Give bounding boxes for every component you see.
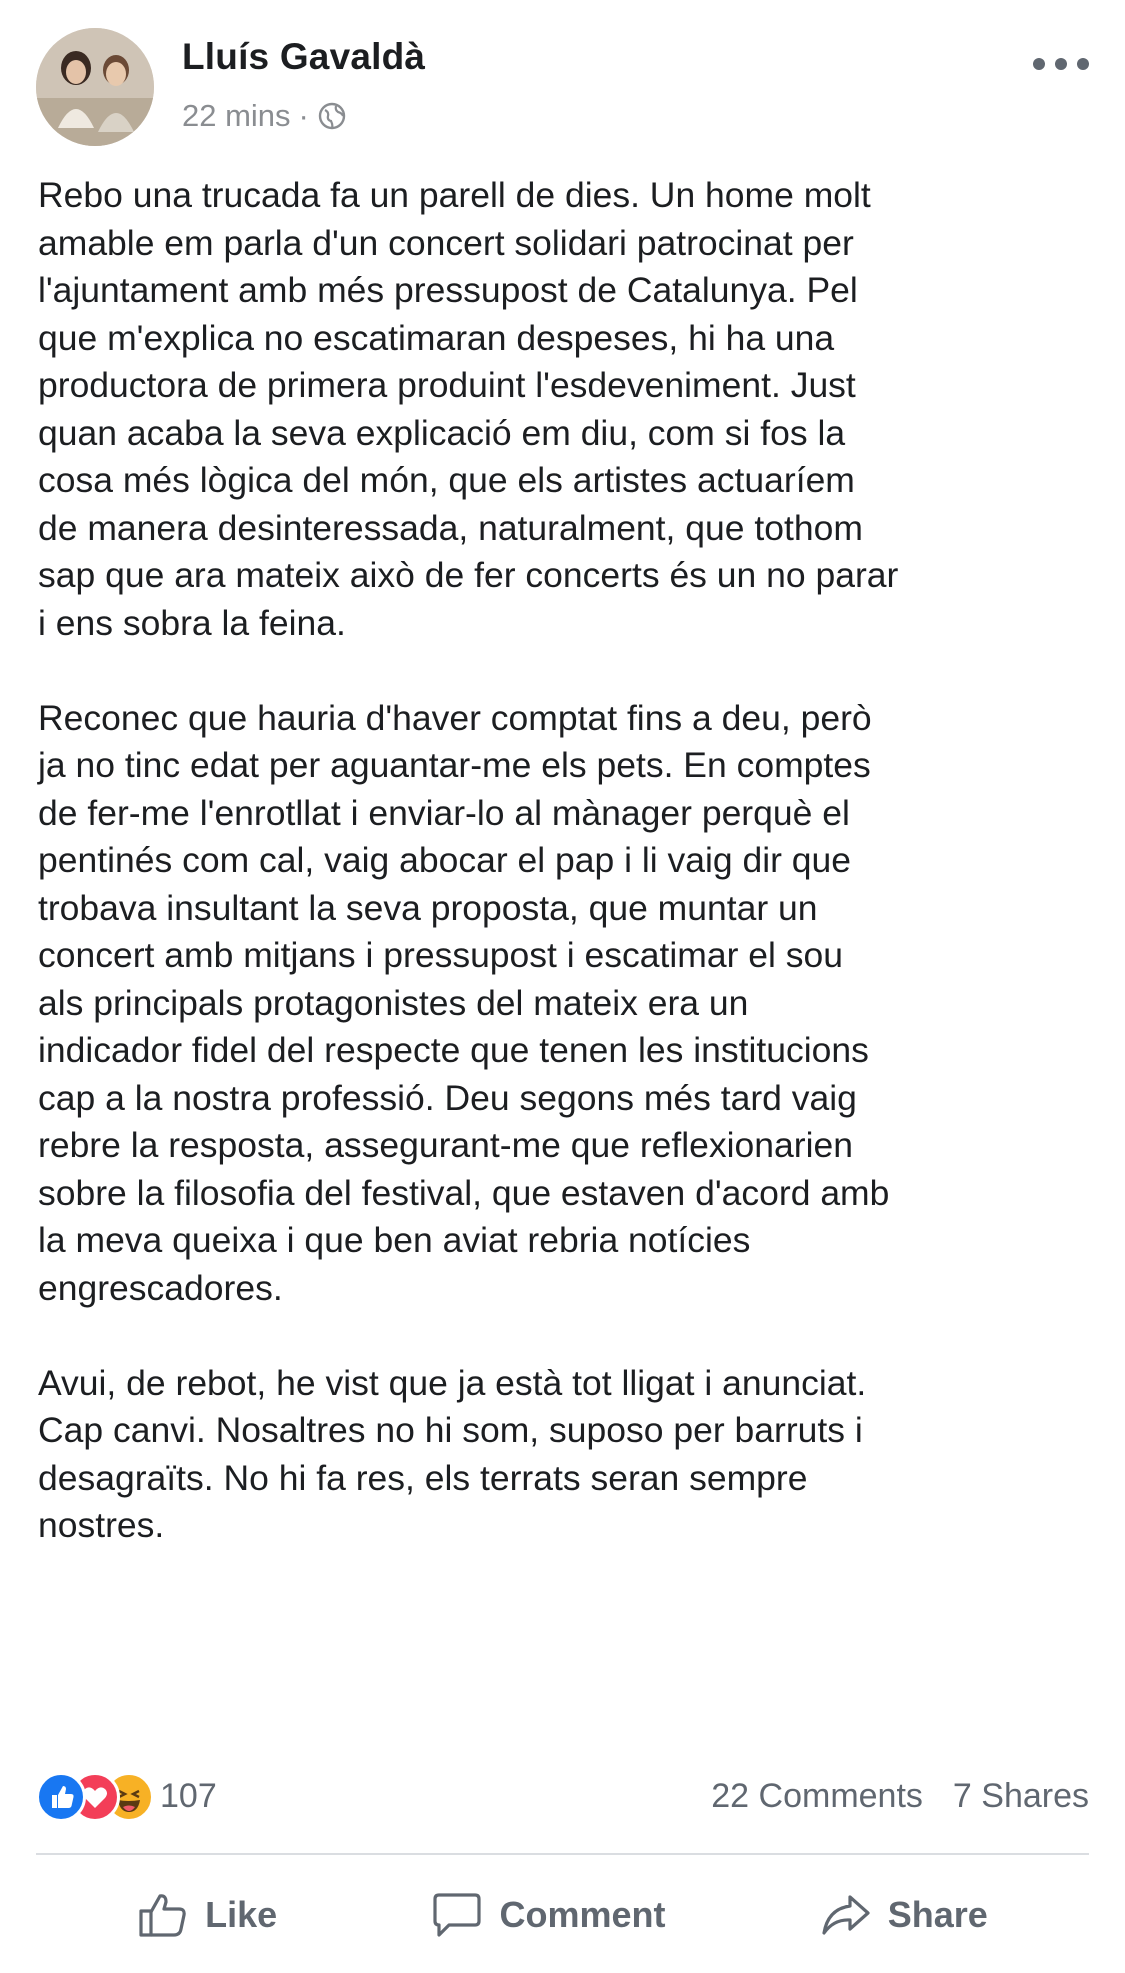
action-bar: [0, 1870, 1125, 1960]
more-dot: [1055, 58, 1067, 70]
reaction-count: 107: [160, 1776, 217, 1815]
comment-label: Comment: [499, 1894, 666, 1935]
avatar[interactable]: [36, 28, 154, 146]
thumbs-up-icon: [137, 1891, 189, 1939]
post-stats: [36, 1768, 1089, 1824]
post-meta: [182, 98, 347, 134]
reaction-icons: [36, 1772, 148, 1820]
post-time[interactable]: 22 mins: [182, 98, 291, 133]
comment-button[interactable]: [431, 1891, 665, 1939]
engagement-counts: [711, 1777, 1089, 1816]
meta-separator: ·: [298, 98, 309, 133]
share-label: Share: [887, 1894, 988, 1935]
post-paragraph: Reconec que hauria d'haver comptat fins a deu, però ja no tinc edat per aguantar-me els pets. En comptes de fer-me l'enrotllat i enviar-lo al mànager perquè el pentinés com cal, vaig abocar el pap i li vaig dir que trobava insultant la seva proposta, que muntar un concert amb mitjans i pressupost i escatimar el sou als principals protagonistes del mateix era un indicador fidel del respecte que tenen les institucions cap a la nostra professió. Deu segons més tard vaig rebre la resposta, assegurant-me que reflexionarien sobre la filosofia del festival, que estaven d'acord amb la meva queixa i que ben aviat rebria notícies engrescadores.: [38, 697, 890, 1308]
globe-icon: [317, 101, 347, 131]
more-options-icon[interactable]: [1033, 52, 1089, 76]
share-arrow-icon: [820, 1891, 872, 1939]
reactions-summary[interactable]: [36, 1772, 217, 1820]
share-button[interactable]: [820, 1891, 988, 1939]
divider: [36, 1853, 1089, 1855]
like-label: Like: [205, 1894, 278, 1935]
like-reaction-icon: [36, 1772, 86, 1822]
more-dot: [1077, 58, 1089, 70]
more-dot: [1033, 58, 1045, 70]
like-button[interactable]: [137, 1891, 277, 1939]
post-body: [38, 172, 1088, 1597]
post-paragraph: Avui, de rebot, he vist que ja està tot lligat i anunciat. Cap canvi. Nosaltres no hi som, suposo per barruts i desagraïts. No hi fa res, els terrats seran sempre nostres.: [38, 1362, 867, 1545]
shares-count-link[interactable]: 7 Shares: [952, 1776, 1089, 1815]
post-header: [36, 28, 1089, 148]
post-paragraph: Rebo una trucada fa un parell de dies. Un home molt amable em parla d'un concert solidari patrocinat per l'ajuntament amb més pressupost de Catalunya. Pel que m'explica no escatimaran despeses, hi ha una productora de primera produint l'esdeveniment. Just quan acaba la seva explicació em diu, com si fos la cosa més lògica del món, que els artistes actuaríem de manera desinteressada, naturalment, que tothom sap que ara mateix això de fer concerts és un no parar i ens sobra la feina.: [38, 175, 899, 643]
comments-count-link[interactable]: 22 Comments: [711, 1776, 923, 1815]
author-name[interactable]: Lluís Gavaldà: [182, 36, 426, 77]
avatar-photo: [36, 28, 154, 146]
comment-bubble-icon: [431, 1891, 483, 1939]
